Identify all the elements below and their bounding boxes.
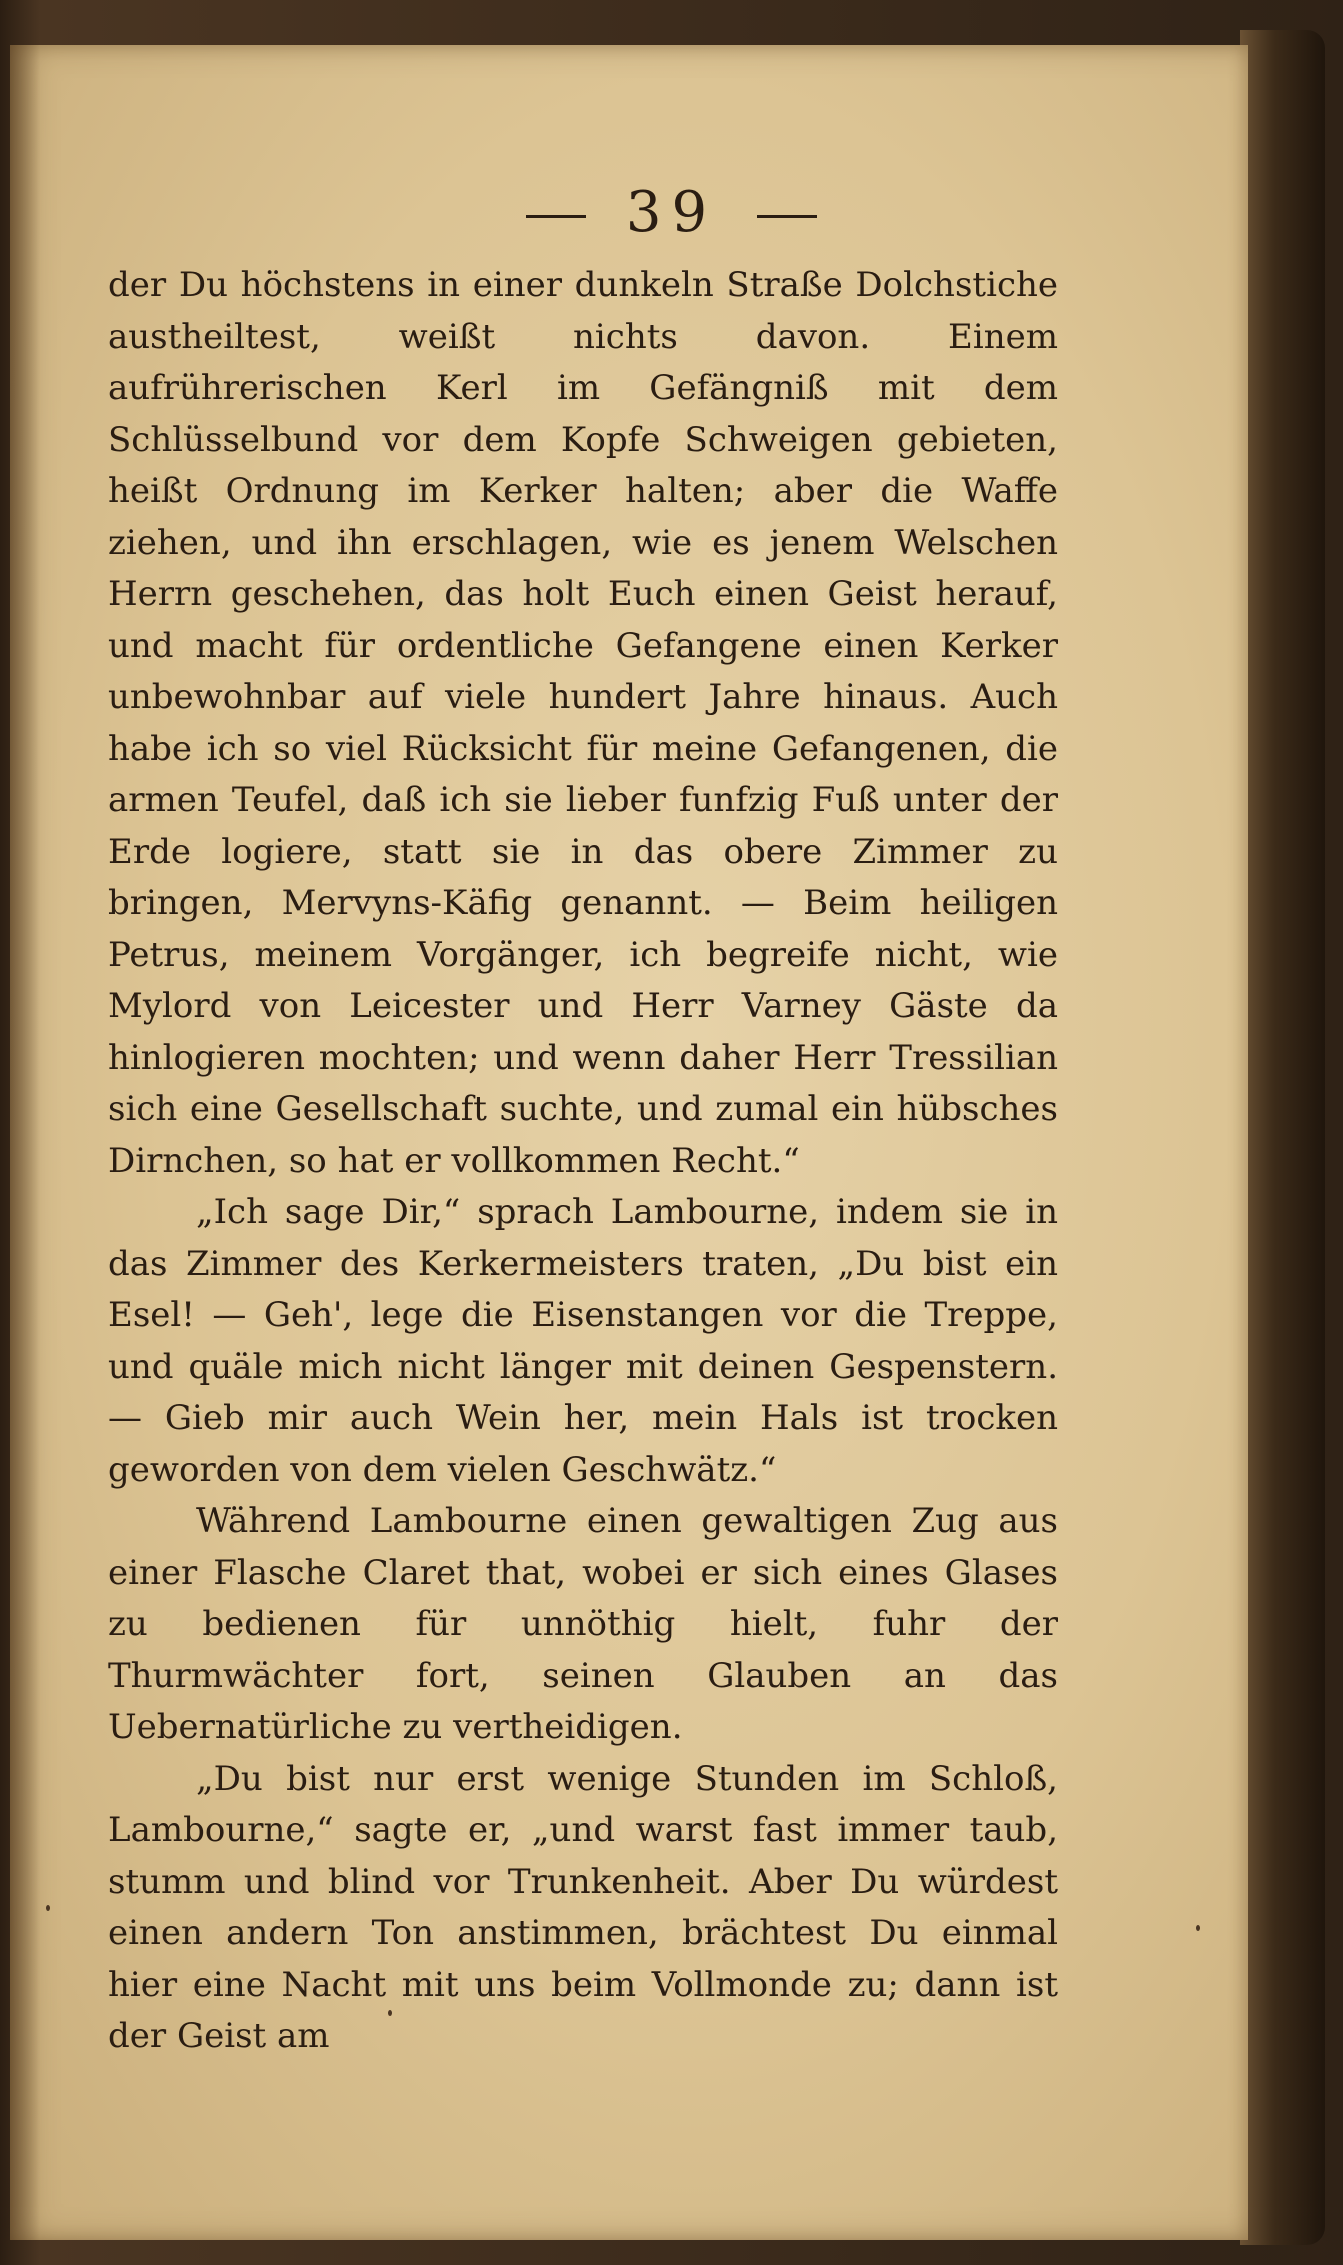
page-number: 39 xyxy=(625,180,718,245)
paragraph: der Du höchstens in einer dunkeln Straße Dolchstiche austheiltest, weißt nichts davon. Einem aufrührerischen Kerl im Gefängniß mit dem Schlüsselbund vor dem Kopfe Schweigen gebieten, heißt Ordnung im Kerker halten; aber die Waffe ziehen, und ihn erschlagen, wie es jenem Welschen Herrn geschehen, das holt Euch einen Geist herauf, und macht für ordentliche Gefangene einen Kerker unbewohnbar auf viele hundert Jahre hinaus. Auch habe ich so viel Rücksicht für meine Gefangenen, die armen Teufel, daß ich sie lieber funfzig Fuß unter der Erde logiere, statt sie in das obere Zimmer zu bringen, Mervyns-Käfig genannt. — Beim heiligen Petrus, meinem Vorgänger, ich begreife nicht, wie Mylord von Leicester und Herr Varney Gäste da hinlogieren mochten; und wenn daher Herr Tressilian sich eine Gesellschaft suchte, und zumal ein hübsches Dirnchen, so hat er vollkommen Recht.“ xyxy=(108,265,1058,1181)
paragraph: „Du bist nur erst wenige Stunden im Schloß, Lambourne,“ sagte er, „und warst fast immer taub, stumm und blind vor Trunkenheit. Aber Du würdest einen andern Ton anstimmen, brächtest Du einmal hier eine Nacht mit uns beim Vollmonde zu; dann ist der Geist am xyxy=(108,1758,1058,2056)
paper-speck xyxy=(388,2010,392,2016)
paper-speck xyxy=(46,1905,50,1911)
paragraph: Während Lambourne einen gewaltigen Zug aus einer Flasche Claret that, wobei er sich eines Glases zu bedienen für unnöthig hielt, fuhr der Thurmwächter fort, seinen Glauben an das Uebernatürliche zu vertheidigen. xyxy=(108,1501,1058,1747)
page-header xyxy=(0,180,1343,245)
header-dash-right xyxy=(757,215,817,218)
paragraph: „Ich sage Dir,“ sprach Lambourne, indem sie in das Zimmer des Kerkermeisters traten, „Du bist ein Esel! — Geh', lege die Eisenstangen vor die Treppe, und quäle mich nicht länger mit deinen Gespenstern. — Gieb mir auch Wein her, mein Hals ist trocken geworden von dem vielen Geschwätz.“ xyxy=(108,1192,1058,1490)
page-gutter-shadow xyxy=(10,45,40,2240)
header-dash-left xyxy=(526,215,586,218)
book-cover-edge xyxy=(1240,30,1325,2245)
body-text xyxy=(108,260,1058,2063)
paper-speck xyxy=(1196,1925,1200,1931)
